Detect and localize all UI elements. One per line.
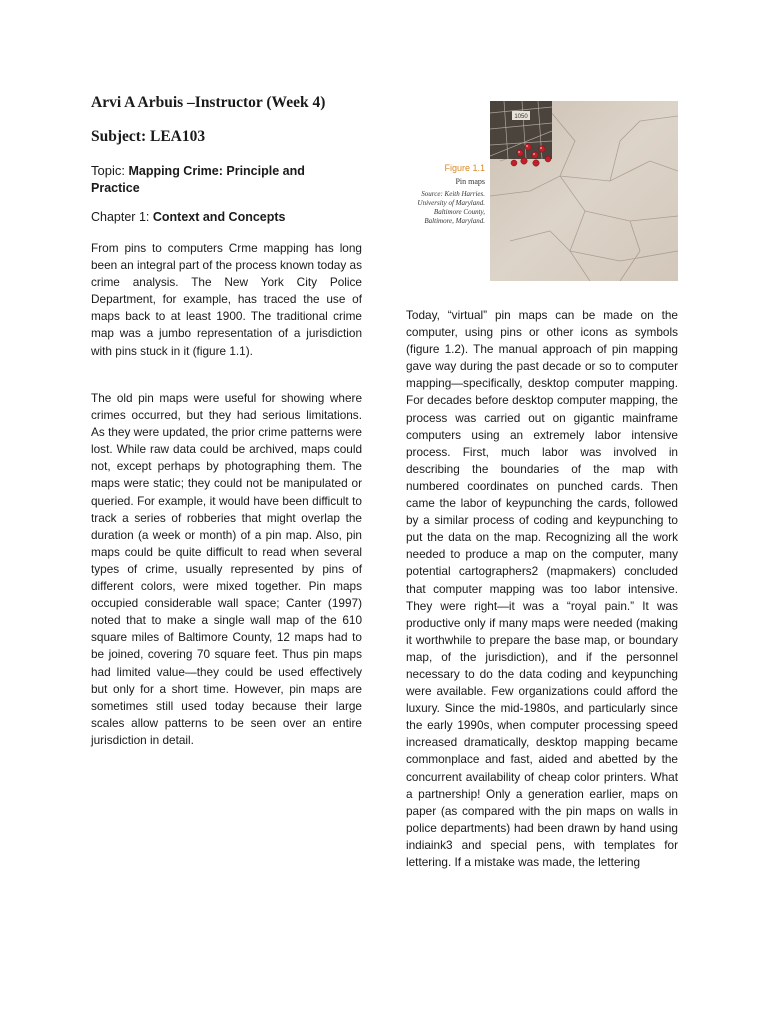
subject-heading: Subject: LEA103 xyxy=(91,128,206,145)
paragraph-intro: From pins to computers Crme mapping has long been an integral part of the process known today as crime analysis. The New York City Police Department, for example, has traced the use of maps back to at least 1900. The traditional crime map was a jumbo representation of a jurisdiction with pins stuck in it (figure 1.1). xyxy=(91,241,362,358)
figure-caption xyxy=(405,163,485,226)
paragraph-virtual-pin-maps: Today, “virtual” pin maps can be made on the computer, using pins or other icons as symbols (figure 1.2). The manual approach of pin mapping gave way during the past decade or so to computer mapping—specifically, desktop computer mapping. For decades before desktop computer mapping, the process was carried out on gigantic mainframe computers using an extremely labor intensive process. First, much labor was involved in describing the boundaries of the map with numbered coordinates on punched cards. Then came the labor of keypunching the cards, followed by a similar process of coding and keypunching to put the data on the map. Recognizing all the work needed to produce a map on the computer, many potential cartographers2 (mapmakers) concluded that computer mapping was too labor intensive. They were right—it was a “royal pain.” It was productive only if many maps were needed (making it worthwhile to prepare the base map, or boundary map, of the jurisdiction), and if the personnel necessary to do the data coding and keypunching were available. Few organizations could afford the luxury. Since the mid-1980s, and particularly since the early 1990s, when computer processing speed increased dramatically, desktop mapping became commonplace and fast, aided and abetted by the concurrent availability of cheap color printers. What a partnership! Only a generation earlier, maps on paper (as compared with the pin maps on walls in police departments) had been drawn by hand using indiaink3 and special pens, with templates for lettering. If a mistake was made, the lettering xyxy=(406,308,678,869)
topic-label: Topic: xyxy=(91,163,125,178)
pin-map-illustration xyxy=(490,101,678,281)
chapter-value: Context and Concepts xyxy=(152,210,286,224)
topic-value: Mapping Crime: Principle and Practice xyxy=(91,164,305,195)
author-heading: Arvi A Arbuis –Instructor (Week 4) xyxy=(91,94,326,111)
figure-title: Pin maps xyxy=(455,177,485,186)
chapter-line xyxy=(91,210,286,224)
map-label: 1050 xyxy=(514,114,528,120)
paragraph-pin-map-limits: The old pin maps were useful for showing where crimes occurred, but they had serious limitations. As they were updated, the prior crime patterns were lost. While raw data could be archived, maps could not, except perhaps by photographing them. The maps were static; they could not be manipulated or queried. For example, it would have been difficult to track a series of robberies that might overlap the duration (a week or month) of a pin map. Also, pin maps could be quite difficult to read when several types of crime, usually represented by pins of different colors, were mixed together. Pin maps occupied considerable wall space; Canter (1997) noted that to make a single wall map of the 610 square miles of Baltimore County, 12 maps had to be joined, covering 70 square feet. Thus pin maps had limited value—they could be used effectively but only for a short time. However, pin maps are sometimes still used today because their large scales allow patterns to be seen over an entire jurisdiction in detail. xyxy=(91,391,362,747)
figure-source-line: Baltimore, Maryland. xyxy=(424,217,485,225)
figure-source-line: University of Maryland. xyxy=(417,199,485,207)
topic-line xyxy=(91,162,331,197)
pin-map-photo xyxy=(490,101,678,281)
figure-source-line: Source: Keith Harries. xyxy=(421,190,485,198)
figure-number: Figure 1.1 xyxy=(444,163,485,173)
chapter-label: Chapter 1: xyxy=(91,210,150,224)
figure-source-line: Baltimore County, xyxy=(433,208,485,216)
